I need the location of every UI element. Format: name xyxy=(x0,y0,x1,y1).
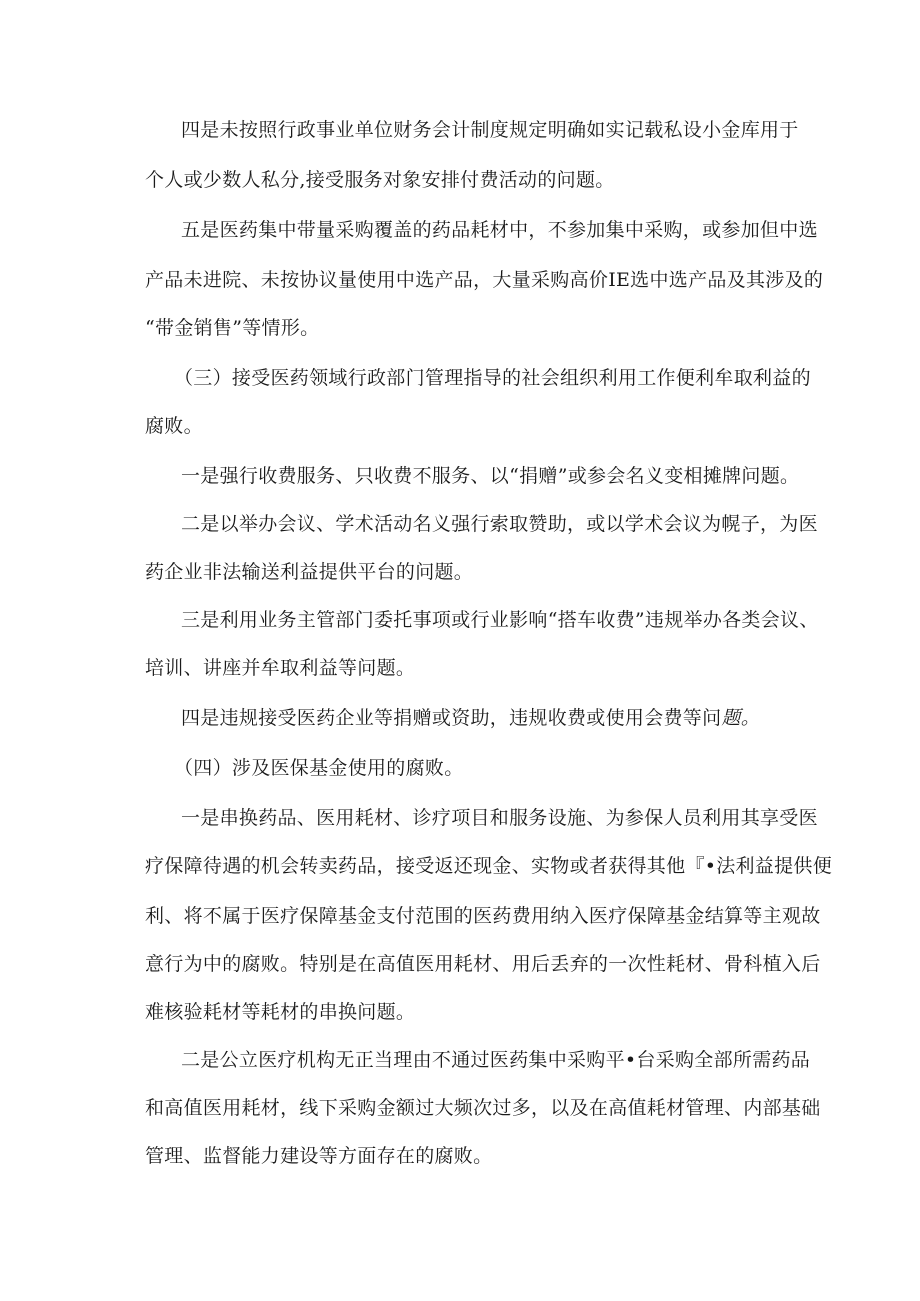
paragraph-5-line-3: “带金销售”等情形。 xyxy=(145,317,320,339)
section-4-item-2-line-3: 管理、监督能力建设等方面存在的腐败。 xyxy=(145,1145,493,1167)
section-3-item-4 xyxy=(0,706,920,730)
section-3-item-2-line-2: 药企业非法输送利益提供平台的问题。 xyxy=(145,561,474,583)
section-4-item-1-line-3: 利、将不属于医疗保障基金支付范围的医药费用纳入医疗保障基金结算等主观故 xyxy=(145,905,821,927)
section-3-item-3-line-2: 培训、讲座并牟取利益等问题。 xyxy=(145,657,416,679)
section-4-item-2-line-2: 和高值医用耗材，线下采购金额过大频次过多，以及在高值耗材管理、内部基础 xyxy=(145,1097,821,1119)
paragraph-5-line-2: 产品未进院、未按协议量使用中选产品，大量采购高价IE选中选产品及其涉及的 xyxy=(145,269,824,291)
paragraph-5-line-1: 五是医药集中带量采购覆盖的药品耗材中，不参加集中采购，或参加但中选 xyxy=(181,219,818,241)
section-3-heading-line-1: （三）接受医药领域行政部门管理指导的社会组织利用工作便利牟取利益的 xyxy=(174,367,811,389)
section-4-item-1-line-4: 意行为中的腐败。特别是在高值医用耗材、用后丢弃的一次性耗材、骨科植入后 xyxy=(145,953,821,975)
section-3-item-2-line-1: 二是以举办会议、学术活动名义强行索取赞助，或以学术会议为幌子，为医 xyxy=(181,513,818,535)
paragraph-4-line-1: 四是未按照行政事业单位财务会计制度规定明确如实记载私设小金库用于 xyxy=(181,119,799,141)
section-4-item-1-line-1: 一是串换药品、医用耗材、诊疗项目和服务设施、为参保人员利用其享受医 xyxy=(181,807,818,829)
section-4-item-2-line-1: 二是公立医疗机构无正当理由不通过医药集中采购平•台采购全部所需药品 xyxy=(181,1049,811,1071)
section-3-item-4-text: 四是违规接受医药企业等捐赠或资助，违规收费或使用会费等问 xyxy=(181,707,722,729)
section-4-item-1-line-5: 难核验耗材等耗材的串换问题。 xyxy=(145,1001,416,1023)
section-3-item-1: 一是强行收费服务、只收费不服务、以“捐赠”或参会名义变相摊牌问题。 xyxy=(181,465,800,487)
section-3-item-3-line-1: 三是利用业务主管部门委托事项或行业影响“搭车收费”违规举办各类会议、 xyxy=(181,609,819,631)
section-4-item-1-line-2: 疗保障待遇的机会转卖药品，接受返还现金、实物或者获得其他『•法利益提供便 xyxy=(145,855,833,877)
section-3-item-4-end: 题。 xyxy=(721,707,761,729)
section-4-heading: （四）涉及医保基金使用的腐败。 xyxy=(174,757,464,779)
paragraph-4-line-2: 个人或少数人私分,接受服务对象安排付费活动的问题。 xyxy=(145,169,615,191)
section-3-heading-line-2: 腐败。 xyxy=(145,415,203,437)
